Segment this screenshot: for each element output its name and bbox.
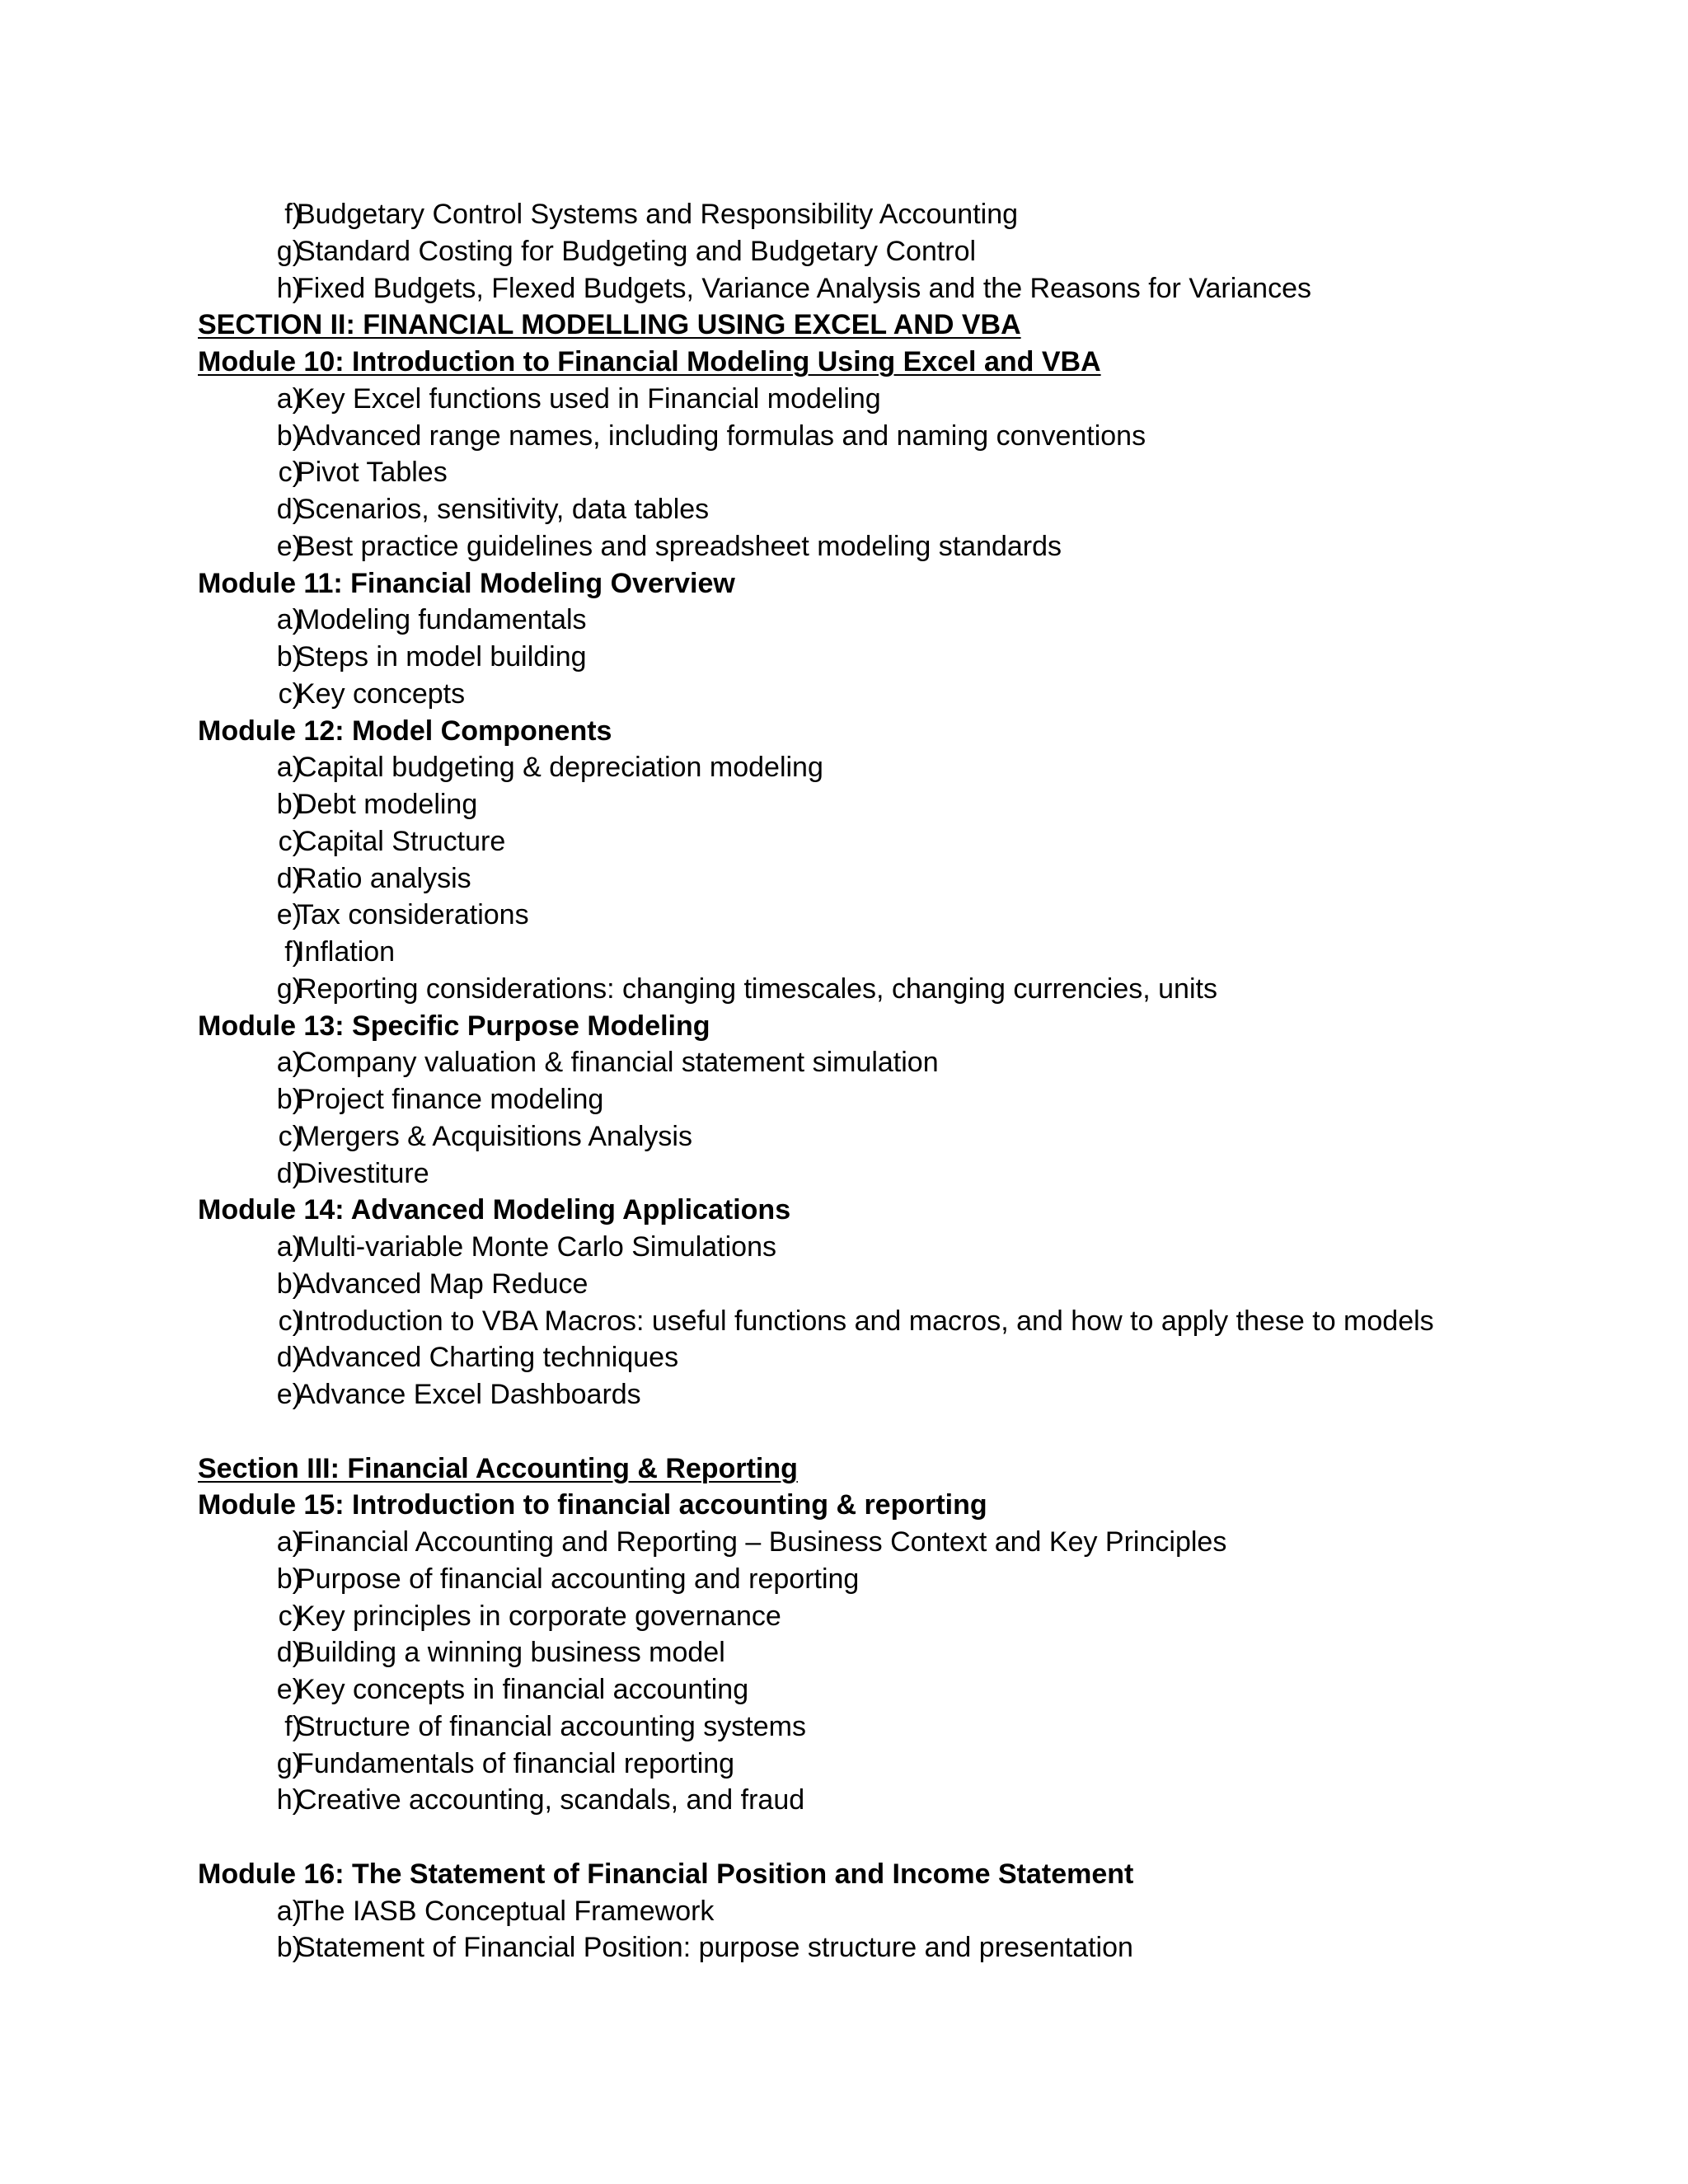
- list-item-text: Reporting considerations: changing timescales, changing currencies, units: [297, 972, 1217, 1005]
- list-item-text: Key concepts: [297, 677, 466, 710]
- list-item-marker: c): [278, 825, 302, 857]
- module-heading: [198, 1487, 1648, 1524]
- list-item: [198, 860, 1648, 898]
- list-item-text: Multi-variable Monte Carlo Simulations: [297, 1231, 777, 1263]
- module-heading: [198, 1856, 1648, 1893]
- list-item: [198, 897, 1648, 934]
- list-item-text: Project finance modeling: [297, 1084, 604, 1115]
- list-item-marker: g): [276, 1747, 302, 1779]
- list-item: [198, 971, 1648, 1008]
- list-item-marker: a): [276, 752, 302, 784]
- list-item-text: Structure of financial accounting systems: [297, 1710, 806, 1742]
- list-item-marker: g): [276, 972, 302, 1005]
- blank-line: [198, 1413, 1648, 1451]
- list-item-marker: e): [276, 899, 302, 931]
- list-item: [198, 786, 1648, 823]
- module-heading: [198, 1008, 1648, 1045]
- list-item-text: The IASB Conceptual Framework: [297, 1895, 715, 1927]
- list-item-text: Advance Excel Dashboards: [297, 1379, 641, 1410]
- list-item-text: Capital budgeting & depreciation modeling: [297, 752, 823, 784]
- list-item-text: Tax considerations: [297, 899, 529, 931]
- list-item: [198, 1782, 1648, 1819]
- list-item-marker: a): [276, 382, 302, 415]
- list-item: [198, 196, 1648, 233]
- heading-text: Module 15: Introduction to financial accounting & reporting: [198, 1489, 987, 1521]
- heading-text: Module 10: Introduction to Financial Modeling Using Excel and VBA: [198, 346, 1101, 377]
- list-item-marker: b): [276, 419, 302, 452]
- list-item-marker: d): [276, 862, 302, 894]
- list-item-text: Divestiture: [297, 1157, 429, 1189]
- list-item-text: Company valuation & financial statement simulation: [297, 1047, 939, 1079]
- list-item-marker: c): [278, 457, 302, 489]
- list-item-marker: f): [284, 1710, 302, 1742]
- list-item: [198, 1929, 1648, 1966]
- list-item: [198, 418, 1648, 455]
- list-item: [198, 676, 1648, 713]
- list-item-text: Advanced range names, including formulas and naming conventions: [297, 419, 1146, 452]
- section-heading: [198, 1451, 1648, 1488]
- heading-text: SECTION II: FINANCIAL MODELLING USING EXCEL AND VBA: [198, 309, 1021, 341]
- list-item-text: Steps in model building: [297, 641, 587, 673]
- list-item-marker: b): [276, 789, 302, 820]
- list-item-marker: d): [276, 1342, 302, 1374]
- list-item-text: Fundamentals of financial reporting: [297, 1747, 735, 1779]
- list-item-marker: c): [278, 677, 302, 710]
- list-item-marker: f): [284, 199, 302, 230]
- list-item: [198, 1708, 1648, 1746]
- list-item-marker: a): [276, 1231, 302, 1263]
- list-item: [198, 1303, 1648, 1340]
- list-item-text: Mergers & Acquisitions Analysis: [297, 1120, 692, 1152]
- heading-text: Module 16: The Statement of Financial Position and Income Statement: [198, 1858, 1134, 1890]
- list-item-text: Fixed Budgets, Flexed Budgets, Variance Analysis and the Reasons for Variances: [297, 272, 1311, 304]
- list-item-marker: a): [276, 604, 302, 636]
- list-item-marker: c): [278, 1120, 302, 1152]
- list-item: [198, 1561, 1648, 1598]
- list-item: [198, 639, 1648, 676]
- list-item-text: Advanced Charting techniques: [297, 1342, 679, 1374]
- list-item: [198, 1598, 1648, 1635]
- list-item-text: Capital Structure: [297, 825, 506, 857]
- list-item-marker: c): [278, 1600, 302, 1632]
- list-item-text: Purpose of financial accounting and reporting: [297, 1563, 860, 1595]
- list-item-text: Budgetary Control Systems and Responsibility Accounting: [297, 199, 1019, 230]
- list-item-text: Standard Costing for Budgeting and Budgetary Control: [297, 235, 977, 267]
- list-item: [198, 749, 1648, 786]
- list-item-text: Financial Accounting and Reporting – Business Context and Key Principles: [297, 1526, 1227, 1558]
- list-item-text: Debt modeling: [297, 789, 478, 820]
- list-item-text: Key Excel functions used in Financial modeling: [297, 382, 881, 415]
- list-item: [198, 1671, 1648, 1708]
- heading-text: Module 14: Advanced Modeling Applications: [198, 1194, 791, 1226]
- list-item: [198, 1155, 1648, 1193]
- list-item: [198, 1081, 1648, 1118]
- list-item-text: Key concepts in financial accounting: [297, 1674, 749, 1705]
- list-item: [198, 1893, 1648, 1930]
- section-heading: [198, 307, 1648, 344]
- list-item: [198, 528, 1648, 565]
- list-item-text: Building a winning business model: [297, 1637, 725, 1669]
- list-item-text: Modeling fundamentals: [297, 604, 587, 636]
- list-item-marker: a): [276, 1895, 302, 1927]
- list-item-marker: g): [276, 235, 302, 267]
- list-item: [198, 934, 1648, 971]
- list-item-text: Scenarios, sensitivity, data tables: [297, 494, 710, 525]
- list-item-marker: e): [276, 530, 302, 562]
- list-item-text: Introduction to VBA Macros: useful functions and macros, and how to apply these to models: [297, 1305, 1434, 1337]
- list-item-marker: f): [284, 936, 302, 968]
- list-item-text: Creative accounting, scandals, and fraud: [297, 1784, 805, 1816]
- list-item-text: Pivot Tables: [297, 457, 448, 489]
- list-item: [198, 1376, 1648, 1413]
- list-item: [198, 1229, 1648, 1266]
- list-item: [198, 454, 1648, 491]
- list-item-marker: a): [276, 1526, 302, 1558]
- list-item: [198, 1746, 1648, 1783]
- module-heading: [198, 565, 1648, 602]
- list-item: [198, 1118, 1648, 1155]
- list-item: [198, 491, 1648, 528]
- list-item-text: Key principles in corporate governance: [297, 1600, 781, 1632]
- list-item-marker: c): [278, 1305, 302, 1337]
- list-item-marker: d): [276, 1637, 302, 1669]
- list-item-marker: e): [276, 1674, 302, 1705]
- heading-text: Module 12: Model Components: [198, 715, 612, 747]
- list-item-text: Statement of Financial Position: purpose structure and presentation: [297, 1932, 1133, 1964]
- section-heading: [198, 344, 1648, 381]
- list-item-marker: b): [276, 1084, 302, 1115]
- heading-text: Module 11: Financial Modeling Overview: [198, 567, 735, 599]
- list-item-text: Best practice guidelines and spreadsheet modeling standards: [297, 530, 1062, 562]
- list-item-marker: d): [276, 1157, 302, 1189]
- list-item-marker: h): [276, 272, 302, 304]
- list-item-marker: e): [276, 1379, 302, 1410]
- list-item: [198, 1339, 1648, 1376]
- blank-line: [198, 1819, 1648, 1856]
- list-item-marker: h): [276, 1784, 302, 1816]
- list-item-marker: b): [276, 641, 302, 673]
- document-page: [198, 196, 1648, 1966]
- list-item: [198, 270, 1648, 307]
- list-item: [198, 1524, 1648, 1561]
- list-item-text: Ratio analysis: [297, 862, 471, 894]
- list-item: [198, 233, 1648, 270]
- module-heading: [198, 713, 1648, 750]
- list-item-marker: b): [276, 1563, 302, 1595]
- list-item-text: Inflation: [297, 936, 396, 968]
- list-item: [198, 1044, 1648, 1081]
- list-item: [198, 1266, 1648, 1303]
- list-item: [198, 823, 1648, 860]
- list-item-marker: b): [276, 1932, 302, 1964]
- list-item: [198, 1634, 1648, 1671]
- list-item: [198, 381, 1648, 418]
- list-item: [198, 602, 1648, 639]
- list-item-marker: b): [276, 1268, 302, 1300]
- heading-text: Module 13: Specific Purpose Modeling: [198, 1010, 710, 1042]
- list-item-marker: a): [276, 1047, 302, 1079]
- list-item-marker: d): [276, 494, 302, 525]
- heading-text: Section III: Financial Accounting & Reporting: [198, 1452, 798, 1484]
- module-heading: [198, 1192, 1648, 1229]
- list-item-text: Advanced Map Reduce: [297, 1268, 588, 1300]
